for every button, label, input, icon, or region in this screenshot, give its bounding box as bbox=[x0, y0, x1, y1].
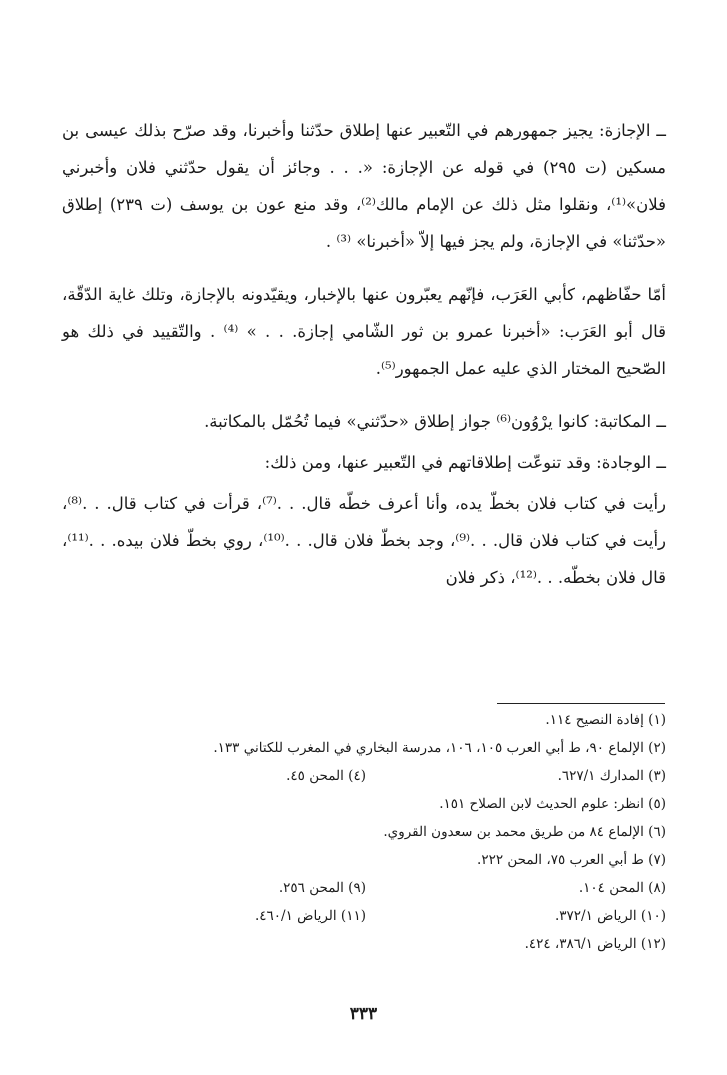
footnote-11: (١١) الرياض ٤٦٠/١. bbox=[254, 908, 366, 924]
footnote-1: (١) إفادة النصيح ١١٤. bbox=[545, 712, 666, 728]
footnote-line bbox=[62, 762, 666, 790]
footnote-2: (٢) الإلماع ٩٠، ط أبي العرب ١٠٥، ١٠٦، مدرسة البخاري في المغرب للكتاني ١٣٣. bbox=[213, 740, 666, 756]
footnote-12: (١٢) الرياض ٣٨٦/١، ٤٢٤. bbox=[524, 936, 666, 952]
page-number: ٣٣٣ bbox=[349, 1004, 378, 1024]
paragraph-ijaza: ــ الإجازة: يجيز جمهورهم في التّعبير عنها إطلاق حدّثنا وأخبرنا، وقد صرّح بذلك عيسى بن مسكين (ت ٢٩٥) في قوله عن الإجازة: «. . . وجائز أن يقول حدّثني فلان وأخبرني فلان»⁽¹⁾، ونقلوا مثل ذلك عن الإمام مالك⁽²⁾، وقد منع عون بن يوسف (ت ٢٣٩) إطلاق «حدّثنا» في الإجازة، ولم يجز فيها إلاّ «أخبرنا» ⁽³⁾ . bbox=[62, 121, 667, 251]
main-text bbox=[62, 112, 666, 612]
footnote-line bbox=[62, 874, 666, 902]
footnote-line bbox=[62, 902, 666, 930]
footnote-9: (٩) المحن ٢٥٦. bbox=[278, 880, 366, 896]
footnote-line bbox=[62, 734, 666, 762]
paragraph-mukataba: ــ المكاتبة: كانوا يرْوُون⁽⁶⁾ جواز إطلاق «حدّثني» فيما تُحُمّل بالمكاتبة. bbox=[204, 412, 666, 431]
footnote-line bbox=[62, 818, 666, 846]
footnotes bbox=[62, 700, 666, 958]
footnote-6: (٦) الإلماع ٨٤ من طريق محمد بن سعدون القروي. bbox=[383, 824, 666, 840]
footnote-line bbox=[62, 930, 666, 958]
footnote-5: (٥) انظر: علوم الحديث لابن الصلاح ١٥١. bbox=[439, 796, 666, 812]
footnote-10: (١٠) الرياض ٣٧٢/١. bbox=[554, 908, 666, 924]
paragraph-wijada-expressions: رأيت في كتاب فلان بخطّ يده، وأنا أعرف خطّه قال. . .⁽⁷⁾، قرأت في كتاب قال. . .⁽⁸⁾، رأيت في كتاب فلان قال. . .⁽⁹⁾، وجد بخطّ فلان قال. . .⁽¹⁰⁾، روي بخطّ فلان بيده. . .⁽¹¹⁾، قال فلان بخطّه. . .⁽¹²⁾، ذكر فلان bbox=[62, 494, 666, 587]
footnote-8: (٨) المحن ١٠٤. bbox=[578, 880, 666, 896]
footnote-line bbox=[62, 846, 666, 874]
footnote-3: (٣) المدارك ٦٢٧/١. bbox=[557, 768, 666, 784]
paragraph-huffaz: أمّا حفّاظهم، كأبي العَرَب، فإنّهم يعبّرون عنها بالإخبار، ويقيّدونه بالإجازة، وتلك غاية الدّقّة، قال أبو العَرَب: «أخبرنا عمرو بن ثور الشّامي إجازة. . . » ⁽⁴⁾ . والتّقييد في ذلك هو الصّحيح المختار الذي عليه عمل الجمهور⁽⁵⁾. bbox=[62, 285, 666, 378]
paragraph-wijada: ــ الوجادة: وقد تنوعّت إطلاقاتهم في التّعبير عنها، ومن ذلك: bbox=[264, 453, 666, 472]
footnote-line bbox=[62, 790, 666, 818]
footnote-4: (٤) المحن ٤٥. bbox=[286, 768, 366, 784]
footnote-line bbox=[62, 706, 666, 734]
footnote-7: (٧) ط أبي العرب ٧٥، المحن ٢٢٢. bbox=[477, 852, 666, 868]
